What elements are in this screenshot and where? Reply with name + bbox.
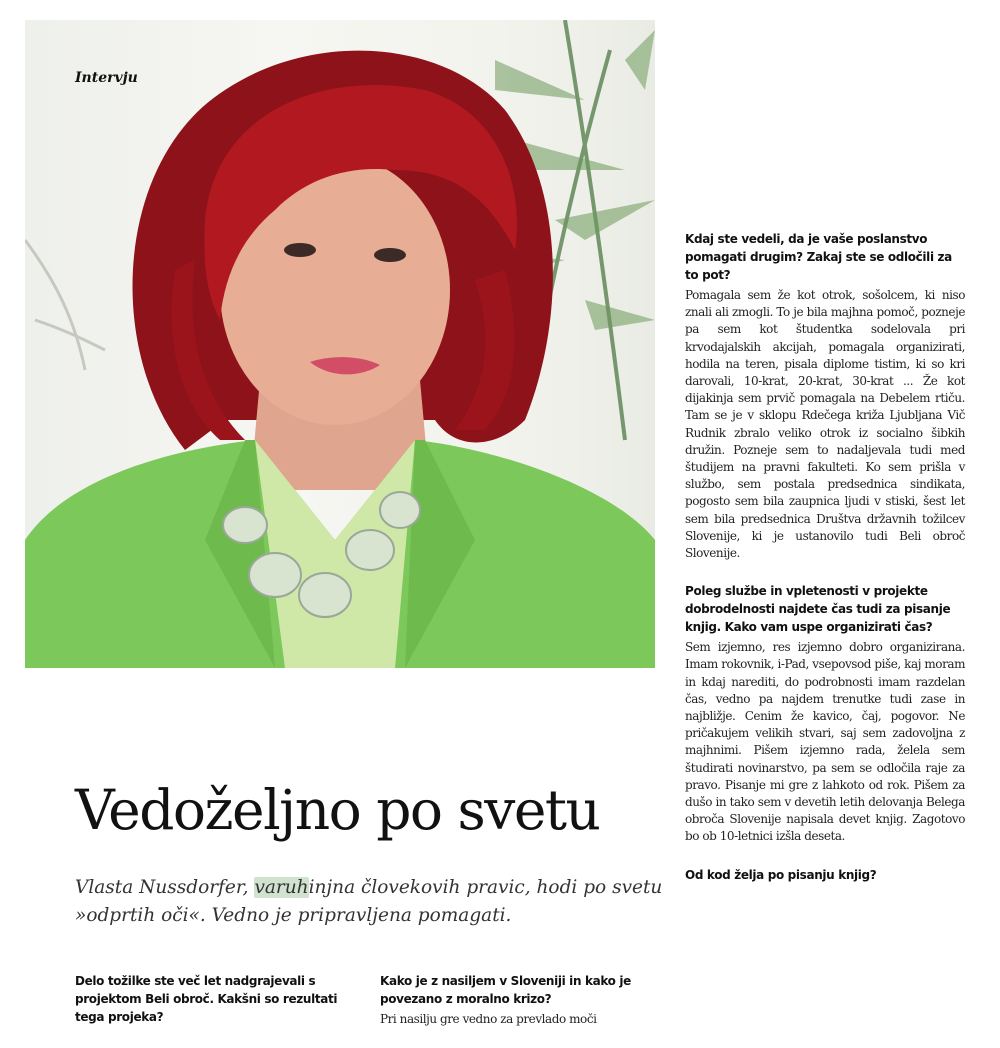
question-2: Poleg službe in vpletenosti v projekte dobrodelnosti najdete čas tudi za pisanje knjig. Kako vam uspe organizirati čas?: [685, 584, 951, 635]
portrait-photo: [25, 20, 655, 668]
answer-1: Pomagala sem že kot otrok, sošolcem, ki niso znali ali zmogli. To je bila majhna pomoč, pozneje pa sem kot študentka sodelovala pri krvodajalskih akcijah, pomagala organizirati, hodila na teren, pisala diplome tistim, ki so kri darovali, 10-krat, 20-krat, 30-krat ... Že kot dijakinja sem prvič pomagala na Debelem rtiču. Tam se je v sklopu Rdečega križa Ljubljana Vič Rudnik zbralo veliko otrok iz socialno šibkih družin. Pozneje sem to nadaljevala tudi med študijem na pravni fakulteti. Ko sem prišla v službo, sem postala predsednica sindikata, pogosto sem bila zaupnica ljudi v stiski, šest let sem bila predsednica Društva državnih tožilcev Slovenije, ki je ustanovilo tudi Beli obroč Slovenije.: [685, 288, 965, 561]
answer-bottom-middle: Pri nasilju gre vedno za prevlado moči: [380, 1012, 597, 1026]
lede-text-start: Vlasta Nussdorfer,: [75, 877, 255, 898]
bottom-middle-column: [380, 972, 655, 1048]
right-column: [685, 230, 965, 887]
question-3: Od kod želja po pisanju knjig?: [685, 867, 877, 882]
headline: Vedoželjno po svetu: [75, 778, 600, 842]
portrait-photo-icon: [25, 20, 655, 668]
question-bottom-middle: Kako je z nasiljem v Sloveniji in kako je povezano z moralno krizo?: [380, 974, 631, 1006]
bottom-left-column: [75, 972, 360, 1029]
lede-text-end: injna človekovih pravic, hodi po svetu »odprtih oči«. Vedno je pripravljena pomagati.: [75, 877, 663, 926]
lede: [75, 874, 675, 930]
question-bottom-left: Delo tožilke ste več let nadgrajevali s projektom Beli obroč. Kakšni so rezultati tega projeka?: [75, 974, 338, 1024]
question-1: Kdaj ste vedeli, da je vaše poslanstvo pomagati drugim? Zakaj ste se odločili za to pot?: [685, 232, 952, 282]
lede-highlight: varuh: [254, 877, 309, 898]
section-label: Intervju: [75, 70, 138, 86]
answer-2: Sem izjemno, res izjemno dobro organizirana. Imam rokovnik, i-Pad, vsepovsod piše, kaj moram in kdaj narediti, do podrobnosti imam razdelan čas, vedno pa najdem trenutke tudi zase in najbližje. Cenim že kavico, čaj, pogovor. Ne pričakujem velikih stvari, saj sem zadovoljna z majhnimi. Pišem izjemno rada, želela sem študirati novinarstvo, pa sem se odločila raje za pravo. Pisanje mi gre z lahkoto od rok. Pišem za dušo in tako sem v devetih letih delovanja Belega obroča Slovenije napisala devet knjig. Zagotovo bo ob 10-letnici izšla deseta.: [685, 640, 965, 844]
